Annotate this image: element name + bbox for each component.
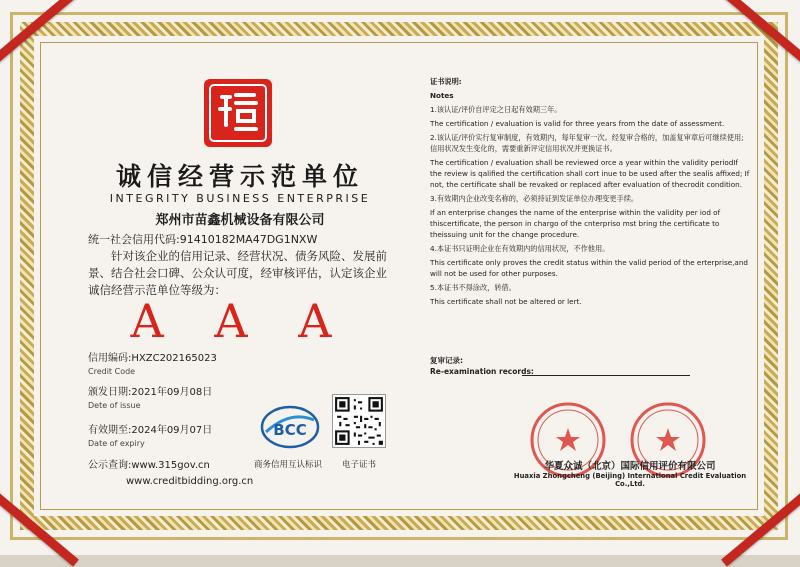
notes-heading: 证书说明:	[430, 77, 462, 86]
note-2-en: The certification / evaluation shall be reviewed orce a year within the validity periodIf the review is qalified the certification shall cort inue to be used after the sealis affixed; If not, the certificate shall be revaked or replaced after evaluation of thecrodit condition.	[430, 158, 750, 189]
verification-websites	[88, 458, 253, 490]
issue-date-label-en: Dete of issue	[88, 401, 141, 410]
note-4-cn: 4.本证书只证明企业在有效期内的信用状况，不作他用。	[430, 244, 610, 253]
bcc-caption: 商务信用互认标识	[254, 460, 323, 470]
note-1-en: The certification / evaluation is valid for three years from the date of assessment.	[430, 119, 725, 128]
note-3-en: If an enterprise changes the name of the enterprise within the validity per iod of thiscertificate, the person in chargo of the cnterpriso mst bring the certificate to theissuing unit for the change procedure.	[430, 208, 721, 239]
grade-rating: A A A	[130, 294, 350, 348]
issuer-name: 华夏众诚（北京）国际信用评价有限公司	[544, 461, 716, 472]
note-4-en: This certificate only proves the credit status within the valid period of the erterprise,and will not be used for other purposes.	[430, 258, 748, 278]
note-5-cn: 5.本证书不得涂改，转借。	[430, 283, 516, 292]
note-1-cn: 1.该认证/评价自评定之日起有效期三年。	[430, 105, 562, 114]
notes-heading-en: Notes	[430, 91, 454, 100]
bcc-logo-text: BCC	[273, 421, 307, 439]
note-2-cn: 2.该认证/评价实行复审制度，有效期内，每年复审一次。经复审合格的，加盖复审章后可继续使用;信用状况发生变化的，需要重新评定信用状况并更换证书。	[430, 133, 744, 153]
note-3-cn: 3.有效期内企业改变名称的，必须持证到发证单位办理变更手续。	[430, 194, 639, 203]
reexam-heading-en: Re-examination records:	[430, 367, 534, 376]
reexam-heading: 复审记录:	[430, 356, 463, 365]
qr-code[interactable]	[332, 394, 386, 448]
credit-seal-logo-icon	[200, 75, 276, 151]
issue-date-field	[88, 383, 212, 410]
expiry-date-label-en: Date of expiry	[88, 439, 145, 448]
note-5-en: This certificate shall not be altered or lert.	[430, 297, 582, 306]
bcc-logo-icon	[258, 402, 322, 452]
certificate-title: 诚信经营示范单位	[115, 162, 364, 191]
credit-id: 统一社会信用代码:91410182MA47DG1NXW	[88, 233, 318, 246]
issuer-name-en: Huaxia Zhongcheng (Beijing) International Credit Evaluation Co.,Ltd.	[513, 472, 747, 488]
reexam-line	[522, 375, 690, 376]
expiry-date-field	[88, 421, 212, 448]
website-primary: 公示查询:www.315gov.cn	[88, 460, 210, 471]
credit-code-label-en: Credit Code	[88, 367, 136, 376]
website-secondary: www.creditbidding.org.cn	[126, 476, 254, 487]
expiry-date: 有效期至:2024年09月07日	[88, 425, 213, 436]
company-name: 郑州市苗鑫机械设备有限公司	[155, 213, 325, 228]
certificate-title-en: INTEGRITY BUSINESS ENTERPRISE	[109, 192, 371, 205]
credit-code-field	[88, 349, 217, 376]
description: 针对该企业的信用记录、经营状况、债务风险、发展前景、结合社会口碑、公众认可度，经审核评估，认定该企业诚信经营示范单位等级为：	[88, 249, 387, 297]
issue-date: 颁发日期:2021年09月08日	[88, 387, 213, 398]
notes-section	[430, 76, 750, 310]
credit-code: 信用编码:HXZC202165023	[88, 353, 217, 364]
qr-caption: 电子证书	[342, 460, 377, 470]
